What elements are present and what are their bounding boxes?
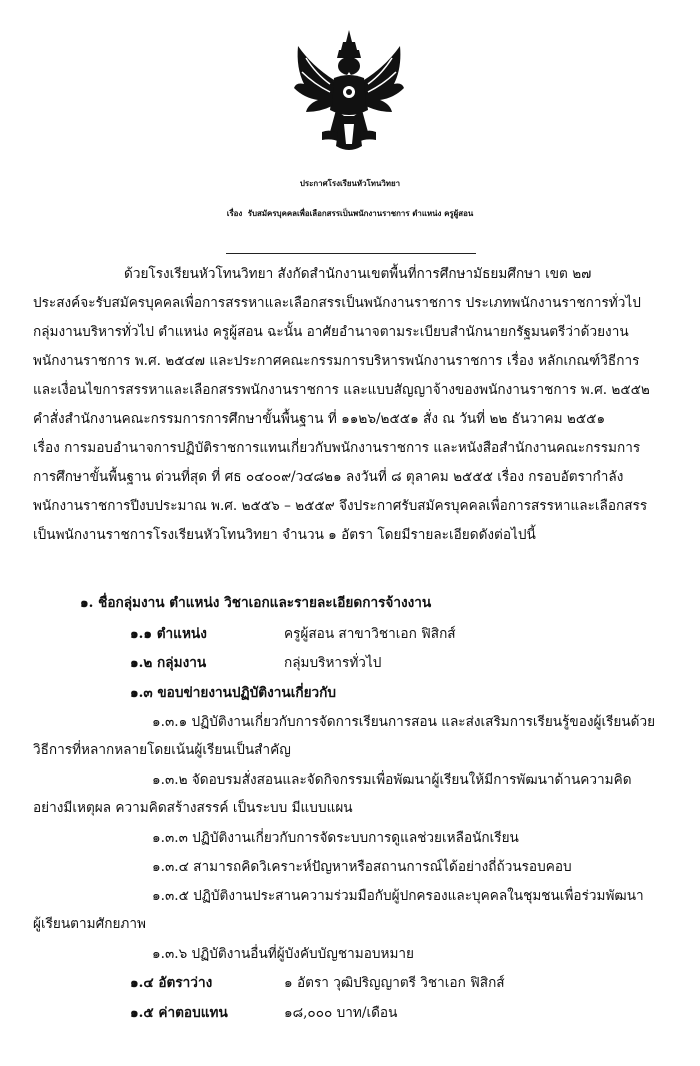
vacancy-label: ๑.๔ อัตราว่าง: [130, 975, 213, 991]
vacancy-value: ๑ อัตรา วุฒิปริญญาตรี วิชาเอก ฟิสิกส์: [284, 975, 505, 991]
intro-line: เรื่อง การมอบอำนาจการปฏิบัติราชการแทนเกี่ยวกับพนักงานราชการ และหนังสือสำนักงานคณะกรรมการ: [33, 440, 641, 456]
intro-line: ประสงค์จะรับสมัครบุคคลเพื่อการสรรหาและเลือกสรรเป็นพนักงานราชการ ประเภทพนักงานราชการทั่วไป: [33, 295, 641, 311]
intro-line: และเงื่อนไขการสรรหาและเลือกสรรพนักงานราชการ และแบบสัญญาจ้างของพนักงานราชการ พ.ศ. ๒๕๕๒: [33, 382, 650, 398]
subject-label: เรื่อง: [226, 209, 243, 218]
duty-item-cont: อย่างมีเหตุผล ความคิดสร้างสรรค์ เป็นระบบ มีแบบแผน: [33, 800, 353, 816]
intro-line: การศึกษาขั้นพื้นฐาน ด่วนที่สุด ที่ ศธ ๐๔๐๐๙/ว๔๘๒๑ ลงวันที่ ๘ ตุลาคม ๒๕๕๕ เรื่อง กรอบอัตรากำลัง: [33, 469, 624, 485]
subject-text: รับสมัครบุคคลเพื่อเลือกสรรเป็นพนักงานราชการ ตำแหน่ง ครูผู้สอน: [247, 209, 474, 218]
duty-item: ๑.๓.๒ จัดอบรมสั่งสอนและจัดกิจกรรมเพื่อพัฒนาผู้เรียนให้มีการพัฒนาด้านความคิด: [152, 772, 632, 788]
title-divider: [226, 253, 476, 254]
duty-item: ๑.๓.๖ ปฏิบัติงานอื่นที่ผู้บังคับบัญชามอบหมาย: [152, 946, 415, 962]
intro-line: กลุ่มงานบริหารทั่วไป ตำแหน่ง ครูผู้สอน ฉะนั้น อาศัยอำนาจตามระเบียบสำนักนายกรัฐมนตรีว่าด้วยงาน: [33, 324, 629, 340]
duty-item-cont: ผู้เรียนตามศักยภาพ: [33, 916, 146, 932]
intro-line: พนักงานราชการ พ.ศ. ๒๕๔๗ และประกาศคณะกรรมการบริหารพนักงานราชการ เรื่อง หลักเกณฑ์วิธีการ: [33, 353, 640, 369]
duty-item: ๑.๓.๓ ปฏิบัติงานเกี่ยวกับการจัดระบบการดูแลช่วยเหลือนักเรียน: [152, 830, 519, 846]
salary-value: ๑๘,๐๐๐ บาท/เดือน: [284, 1005, 398, 1021]
intro-line: พนักงานราชการปีงบประมาณ พ.ศ. ๒๕๕๖ – ๒๕๕๙ จึงประกาศรับสมัครบุคคลเพื่อการสรรหาและเลือกสรร: [33, 498, 648, 514]
duty-item: ๑.๓.๔ สามารถคิดวิเคราะห์ปัญหาหรือสถานการณ์ได้อย่างถี่ถ้วนรอบคอบ: [152, 859, 572, 875]
garuda-emblem-icon: [292, 28, 406, 156]
announcement-subject: [0, 208, 700, 220]
salary-label: ๑.๕ ค่าตอบแทน: [130, 1005, 228, 1021]
intro-line: คำสั่งสำนักงานคณะกรรมการการศึกษาขั้นพื้นฐาน ที่ ๑๑๒๖/๒๕๕๑ สั่ง ณ วันที่ ๒๒ ธันวาคม ๒๕๕๑: [33, 411, 606, 427]
work-group-label: ๑.๒ กลุ่มงาน: [130, 655, 207, 671]
position-value: ครูผู้สอน สาขาวิชาเอก ฟิสิกส์: [284, 626, 456, 642]
work-group-value: กลุ่มบริหารทั่วไป: [284, 655, 382, 671]
duty-item-cont: วิธีการที่หลากหลายโดยเน้นผู้เรียนเป็นสำคัญ: [33, 742, 291, 758]
section1-heading: ๑. ชื่อกลุ่มงาน ตำแหน่ง วิชาเอกและรายละเอียดการจ้างงาน: [80, 595, 432, 611]
duty-item: ๑.๓.๑ ปฏิบัติงานเกี่ยวกับการจัดการเรียนการสอน และส่งเสริมการเรียนรู้ของผู้เรียนด้วย: [152, 714, 656, 730]
intro-line: ด้วยโรงเรียนหัวโทนวิทยา สังกัดสำนักงานเขตพื้นที่การศึกษามัธยมศึกษา เขต ๒๗: [124, 266, 592, 282]
announcement-title: ประกาศโรงเรียนหัวโทนวิทยา: [299, 179, 401, 188]
position-label: ๑.๑ ตำแหน่ง: [130, 626, 207, 642]
duty-item: ๑.๓.๕ ปฏิบัติงานประสานความร่วมมือกับผู้ปกครองและบุคคลในชุมชนเพื่อร่วมพัฒนา: [152, 888, 644, 904]
intro-line: เป็นพนักงานราชการโรงเรียนหัวโทนวิทยา จำนวน ๑ อัตรา โดยมีรายละเอียดดังต่อไปนี้: [33, 527, 536, 543]
duties-heading: ๑.๓ ขอบข่ายงานปฏิบัติงานเกี่ยวกับ: [130, 685, 337, 701]
